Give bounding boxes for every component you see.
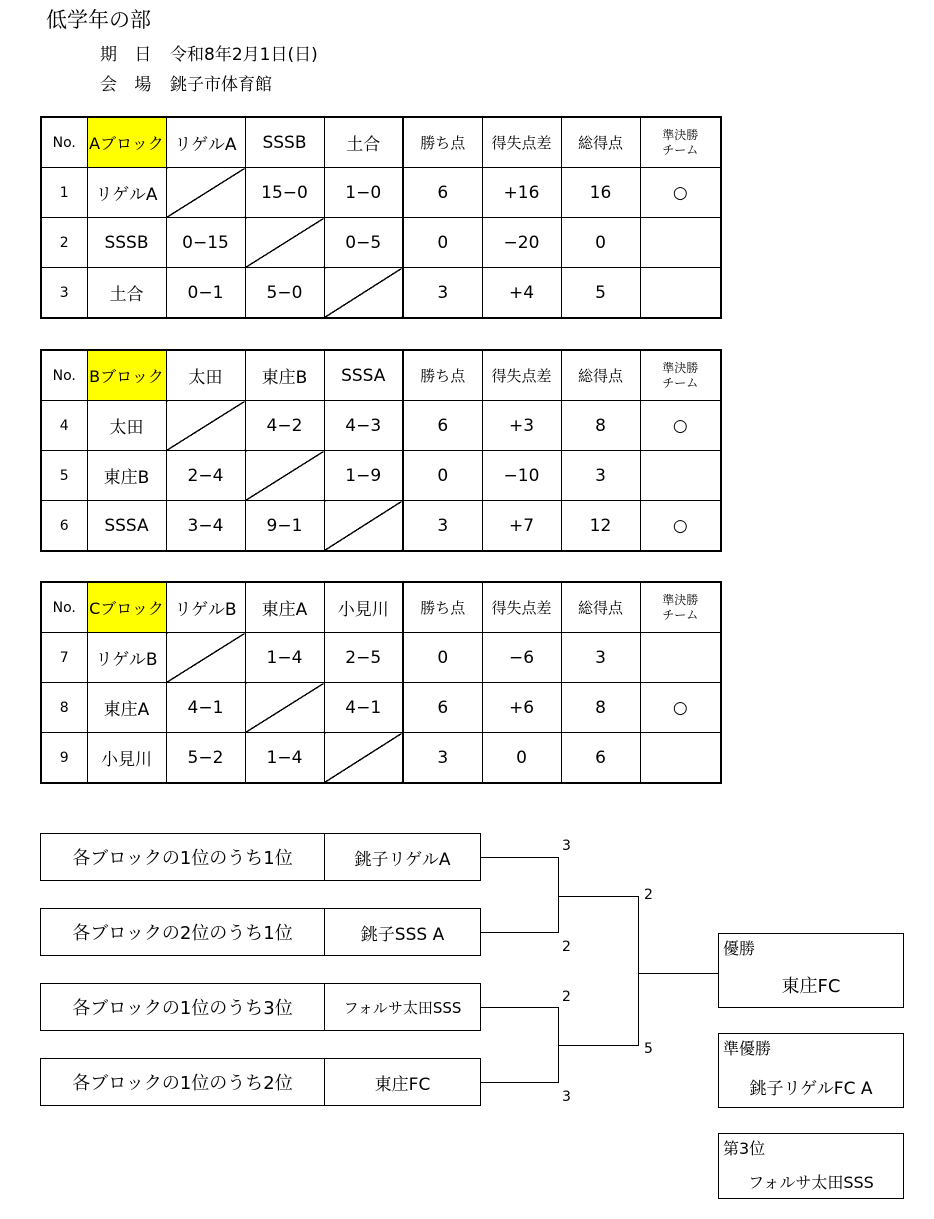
- score-semi1-bottom: 2: [562, 939, 571, 955]
- table-row: [41, 501, 721, 552]
- header-team: 太田: [166, 350, 245, 401]
- semi-line2: チーム: [662, 142, 699, 157]
- row-team: 小見川: [87, 733, 166, 784]
- row-no: 8: [41, 683, 87, 733]
- semi-line1: 準決勝: [662, 592, 699, 607]
- row-team: リゲルA: [87, 168, 166, 218]
- match-result: 1−9: [324, 451, 403, 501]
- bracket-line: [638, 896, 639, 1046]
- diagonal-cell: [166, 401, 245, 451]
- score-semi2-top: 2: [562, 989, 571, 1005]
- row-points: 3: [403, 268, 482, 319]
- diagonal-cell: [245, 683, 324, 733]
- score-final-bottom: 5: [644, 1041, 653, 1057]
- semi-line1: 準決勝: [662, 127, 699, 142]
- row-goal-diff: −20: [482, 218, 561, 268]
- diagonal-cell: [245, 218, 324, 268]
- match-result: 2−5: [324, 633, 403, 683]
- entry-team: フォルサ太田SSS: [343, 998, 462, 1017]
- row-semifinal: [640, 633, 721, 683]
- bracket-line: [481, 1007, 559, 1008]
- match-result: 15−0: [245, 168, 324, 218]
- score-semi2-bottom: 3: [562, 1089, 571, 1105]
- row-goals-for: 12: [561, 501, 640, 552]
- row-goal-diff: +16: [482, 168, 561, 218]
- bracket-entry-1: [40, 833, 481, 881]
- result-label: 優勝: [723, 939, 756, 958]
- row-points: 6: [403, 168, 482, 218]
- table-row: [41, 401, 721, 451]
- bracket-line: [481, 857, 559, 858]
- header-goal-diff: 得失点差: [482, 350, 561, 401]
- row-goal-diff: +4: [482, 268, 561, 319]
- row-no: 1: [41, 168, 87, 218]
- result-champion: [718, 933, 904, 1008]
- entry-desc: 各ブロックの1位のうち1位: [41, 834, 325, 880]
- match-result: 0−15: [166, 218, 245, 268]
- block-name: Bブロック: [87, 350, 166, 401]
- row-no: 9: [41, 733, 87, 784]
- row-goals-for: 5: [561, 268, 640, 319]
- row-semifinal: [640, 268, 721, 319]
- header-goals-for: 総得点: [561, 350, 640, 401]
- header-team: 土合: [324, 117, 403, 168]
- result-third: [718, 1133, 904, 1199]
- row-points: 0: [403, 218, 482, 268]
- row-semifinal: ○: [640, 168, 721, 218]
- header-team: SSSA: [324, 350, 403, 401]
- venue-label: 会 場: [100, 75, 158, 95]
- header-no: No.: [41, 117, 87, 168]
- match-result: 4−1: [166, 683, 245, 733]
- entry-team: 東庄FC: [374, 1074, 431, 1095]
- diagonal-cell: [245, 451, 324, 501]
- row-semifinal: [640, 451, 721, 501]
- row-no: 2: [41, 218, 87, 268]
- result-team: 銚子リゲルFC A: [749, 1079, 873, 1099]
- match-result: 0−5: [324, 218, 403, 268]
- row-goals-for: 16: [561, 168, 640, 218]
- block-table: [40, 116, 722, 319]
- row-goal-diff: −10: [482, 451, 561, 501]
- match-result: 5−0: [245, 268, 324, 319]
- header-points: 勝ち点: [403, 582, 482, 633]
- header-goals-for: 総得点: [561, 117, 640, 168]
- header-goal-diff: 得失点差: [482, 117, 561, 168]
- table-row: [41, 633, 721, 683]
- entry-team: 銚子リゲルA: [354, 849, 451, 870]
- table-row: [41, 733, 721, 784]
- match-result: 9−1: [245, 501, 324, 552]
- row-team: 東庄A: [87, 683, 166, 733]
- diagonal-cell: [324, 501, 403, 552]
- match-result: 2−4: [166, 451, 245, 501]
- row-no: 5: [41, 451, 87, 501]
- row-points: 0: [403, 451, 482, 501]
- match-result: 5−2: [166, 733, 245, 784]
- row-team: リゲルB: [87, 633, 166, 683]
- match-result: 0−1: [166, 268, 245, 319]
- diagonal-cell: [166, 168, 245, 218]
- bracket-entry-3: [40, 983, 481, 1031]
- result-label: 第3位: [723, 1139, 766, 1158]
- header-team: リゲルB: [166, 582, 245, 633]
- semi-line1: 準決勝: [662, 360, 699, 375]
- result-team: フォルサ太田SSS: [748, 1173, 874, 1192]
- match-result: 4−1: [324, 683, 403, 733]
- match-result: 1−4: [245, 733, 324, 784]
- bracket-line: [558, 857, 559, 933]
- header-semifinal: [640, 350, 721, 401]
- event-date: [100, 40, 318, 65]
- diagonal-cell: [166, 633, 245, 683]
- row-goals-for: 8: [561, 683, 640, 733]
- table-header-row: [41, 350, 721, 401]
- table-row: [41, 451, 721, 501]
- row-semifinal: [640, 733, 721, 784]
- table-row: [41, 683, 721, 733]
- block-name: Cブロック: [87, 582, 166, 633]
- row-points: 3: [403, 733, 482, 784]
- row-team: 東庄B: [87, 451, 166, 501]
- table-header-row: [41, 117, 721, 168]
- header-goals-for: 総得点: [561, 582, 640, 633]
- row-goal-diff: +7: [482, 501, 561, 552]
- row-points: 0: [403, 633, 482, 683]
- table-header-row: [41, 582, 721, 633]
- bracket-entry-2: [40, 908, 481, 956]
- row-team: 太田: [87, 401, 166, 451]
- score-final-top: 2: [644, 887, 653, 903]
- result-label: 準優勝: [723, 1039, 772, 1058]
- row-no: 4: [41, 401, 87, 451]
- row-no: 3: [41, 268, 87, 319]
- row-goal-diff: +6: [482, 683, 561, 733]
- header-no: No.: [41, 582, 87, 633]
- header-team: 小見川: [324, 582, 403, 633]
- row-goal-diff: +3: [482, 401, 561, 451]
- header-no: No.: [41, 350, 87, 401]
- bracket-line: [481, 932, 559, 933]
- block-table: [40, 581, 722, 784]
- semi-line2: チーム: [662, 607, 699, 622]
- row-goals-for: 3: [561, 451, 640, 501]
- page-title: 低学年の部: [46, 8, 151, 32]
- row-team: 土合: [87, 268, 166, 319]
- row-semifinal: ○: [640, 401, 721, 451]
- row-points: 6: [403, 401, 482, 451]
- block-name: Aブロック: [87, 117, 166, 168]
- row-goals-for: 6: [561, 733, 640, 784]
- date-value: 令和8年2月1日(日): [170, 45, 318, 65]
- entry-desc: 各ブロックの1位のうち3位: [41, 984, 325, 1030]
- table-row: [41, 268, 721, 319]
- row-semifinal: ○: [640, 501, 721, 552]
- row-points: 6: [403, 683, 482, 733]
- row-semifinal: ○: [640, 683, 721, 733]
- table-row: [41, 168, 721, 218]
- row-points: 3: [403, 501, 482, 552]
- result-team: 東庄FC: [781, 976, 841, 997]
- row-goals-for: 8: [561, 401, 640, 451]
- date-label: 期 日: [100, 45, 158, 65]
- semi-line2: チーム: [662, 375, 699, 390]
- match-result: 4−3: [324, 401, 403, 451]
- bracket-line: [481, 1082, 559, 1083]
- row-semifinal: [640, 218, 721, 268]
- diagonal-cell: [324, 268, 403, 319]
- header-goal-diff: 得失点差: [482, 582, 561, 633]
- row-team: SSSB: [87, 218, 166, 268]
- match-result: 1−4: [245, 633, 324, 683]
- event-venue: [100, 70, 272, 95]
- row-team: SSSA: [87, 501, 166, 552]
- entry-team: 銚子SSS A: [360, 924, 445, 945]
- table-row: [41, 218, 721, 268]
- row-no: 7: [41, 633, 87, 683]
- block-table: [40, 349, 722, 552]
- header-semifinal: [640, 117, 721, 168]
- row-goal-diff: 0: [482, 733, 561, 784]
- header-semifinal: [640, 582, 721, 633]
- result-runner-up: [718, 1033, 904, 1108]
- header-team: SSSB: [245, 117, 324, 168]
- bracket-line: [638, 973, 718, 974]
- row-no: 6: [41, 501, 87, 552]
- header-team: 東庄B: [245, 350, 324, 401]
- row-goal-diff: −6: [482, 633, 561, 683]
- header-points: 勝ち点: [403, 117, 482, 168]
- entry-desc: 各ブロックの1位のうち2位: [41, 1059, 325, 1105]
- bracket-line: [558, 1045, 639, 1046]
- row-goals-for: 0: [561, 218, 640, 268]
- match-result: 4−2: [245, 401, 324, 451]
- bracket-line: [558, 896, 639, 897]
- venue-value: 銚子市体育館: [170, 75, 272, 95]
- score-semi1-top: 3: [562, 838, 571, 854]
- match-result: 3−4: [166, 501, 245, 552]
- row-goals-for: 3: [561, 633, 640, 683]
- header-team: 東庄A: [245, 582, 324, 633]
- bracket-entry-4: [40, 1058, 481, 1106]
- header-team: リゲルA: [166, 117, 245, 168]
- match-result: 1−0: [324, 168, 403, 218]
- entry-desc: 各ブロックの2位のうち1位: [41, 909, 325, 955]
- header-points: 勝ち点: [403, 350, 482, 401]
- diagonal-cell: [324, 733, 403, 784]
